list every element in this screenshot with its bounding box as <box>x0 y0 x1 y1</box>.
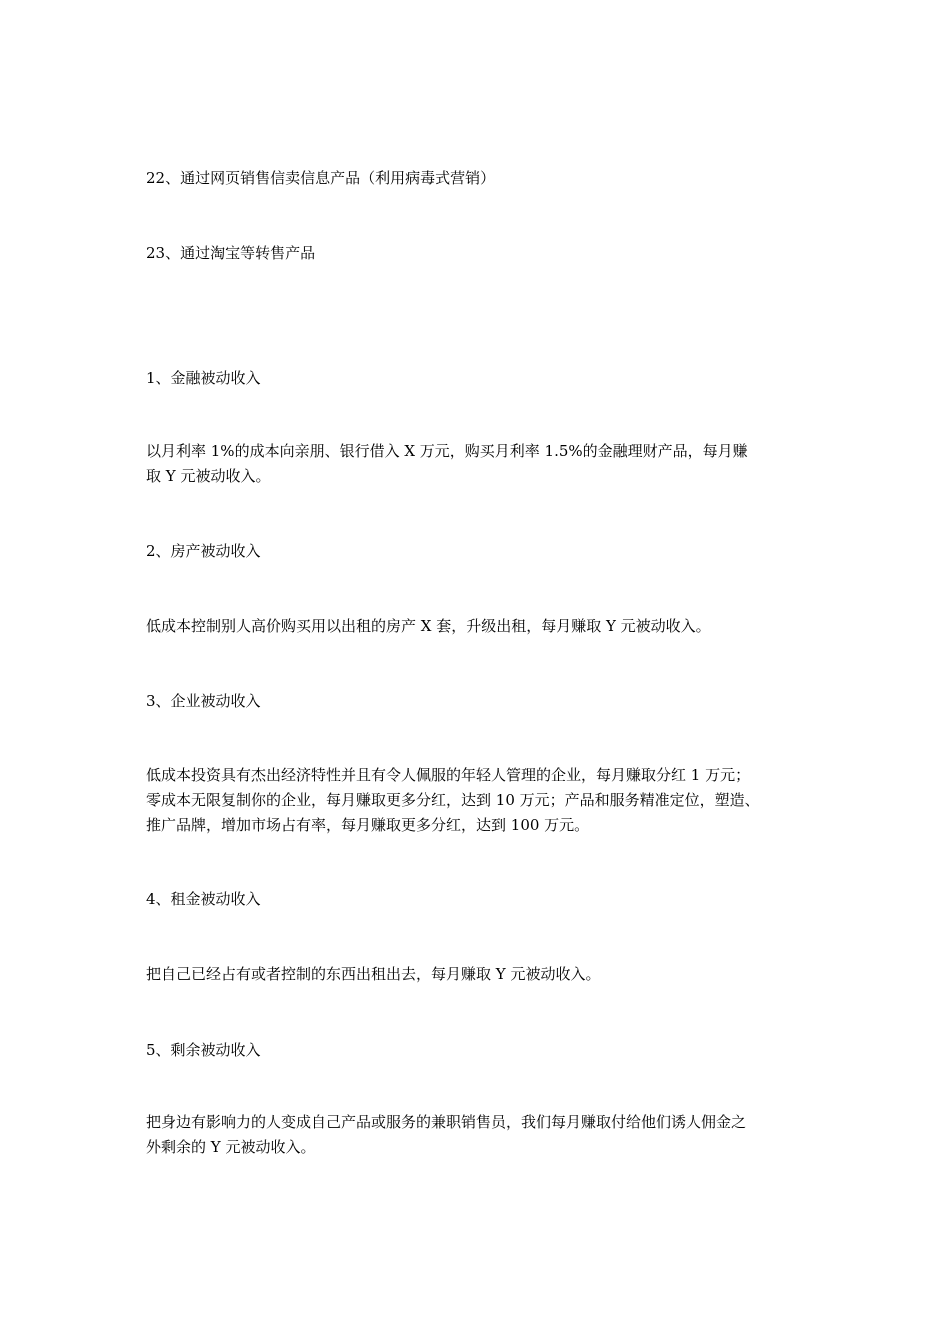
section-3-body-line: 推广品牌，增加市场占有率，每月赚取更多分红，达到 100 万元。 <box>146 816 590 834</box>
section-2-body <box>146 614 810 639</box>
list-item-23: 23、通过淘宝等转售产品 <box>146 244 316 262</box>
section-1-body-line: 以月利率 1%的成本向亲朋、银行借入 X 万元，购买月利率 1.5%的金融理财产品，每月赚 <box>146 442 748 460</box>
section-3-body-line: 零成本无限复制你的企业，每月赚取更多分红，达到 10 万元；产品和服务精准定位，塑造、 <box>146 791 760 809</box>
section-4-body <box>146 962 810 987</box>
section-5-body-line: 把身边有影响力的人变成自己产品或服务的兼职销售员，我们每月赚取付给他们诱人佣金之 <box>146 1113 747 1131</box>
list-item-22: 22、通过网页销售信卖信息产品（利用病毒式营销） <box>146 169 496 187</box>
section-1-heading: 1、金融被动收入 <box>146 369 261 387</box>
section-5-body-line: 外剩余的 Y 元被动收入。 <box>146 1138 316 1156</box>
section-1-body-line: 取 Y 元被动收入。 <box>146 467 271 485</box>
section-3-body <box>146 763 810 838</box>
section-3-heading: 3、企业被动收入 <box>146 692 261 710</box>
section-5-body <box>146 1110 810 1160</box>
section-3-body-line: 低成本投资具有杰出经济特性并且有令人佩服的年轻人管理的企业，每月赚取分红 1 万元； <box>146 766 751 784</box>
section-1-body <box>146 439 810 489</box>
section-2-body-line: 低成本控制别人高价购买用以出租的房产 X 套，升级出租，每月赚取 Y 元被动收入。 <box>146 617 711 635</box>
section-4-heading: 4、租金被动收入 <box>146 890 261 908</box>
section-5-heading: 5、剩余被动收入 <box>146 1041 261 1059</box>
section-4-body-line: 把自己已经占有或者控制的东西出租出去，每月赚取 Y 元被动收入。 <box>146 965 601 983</box>
section-2-heading: 2、房产被动收入 <box>146 542 261 560</box>
